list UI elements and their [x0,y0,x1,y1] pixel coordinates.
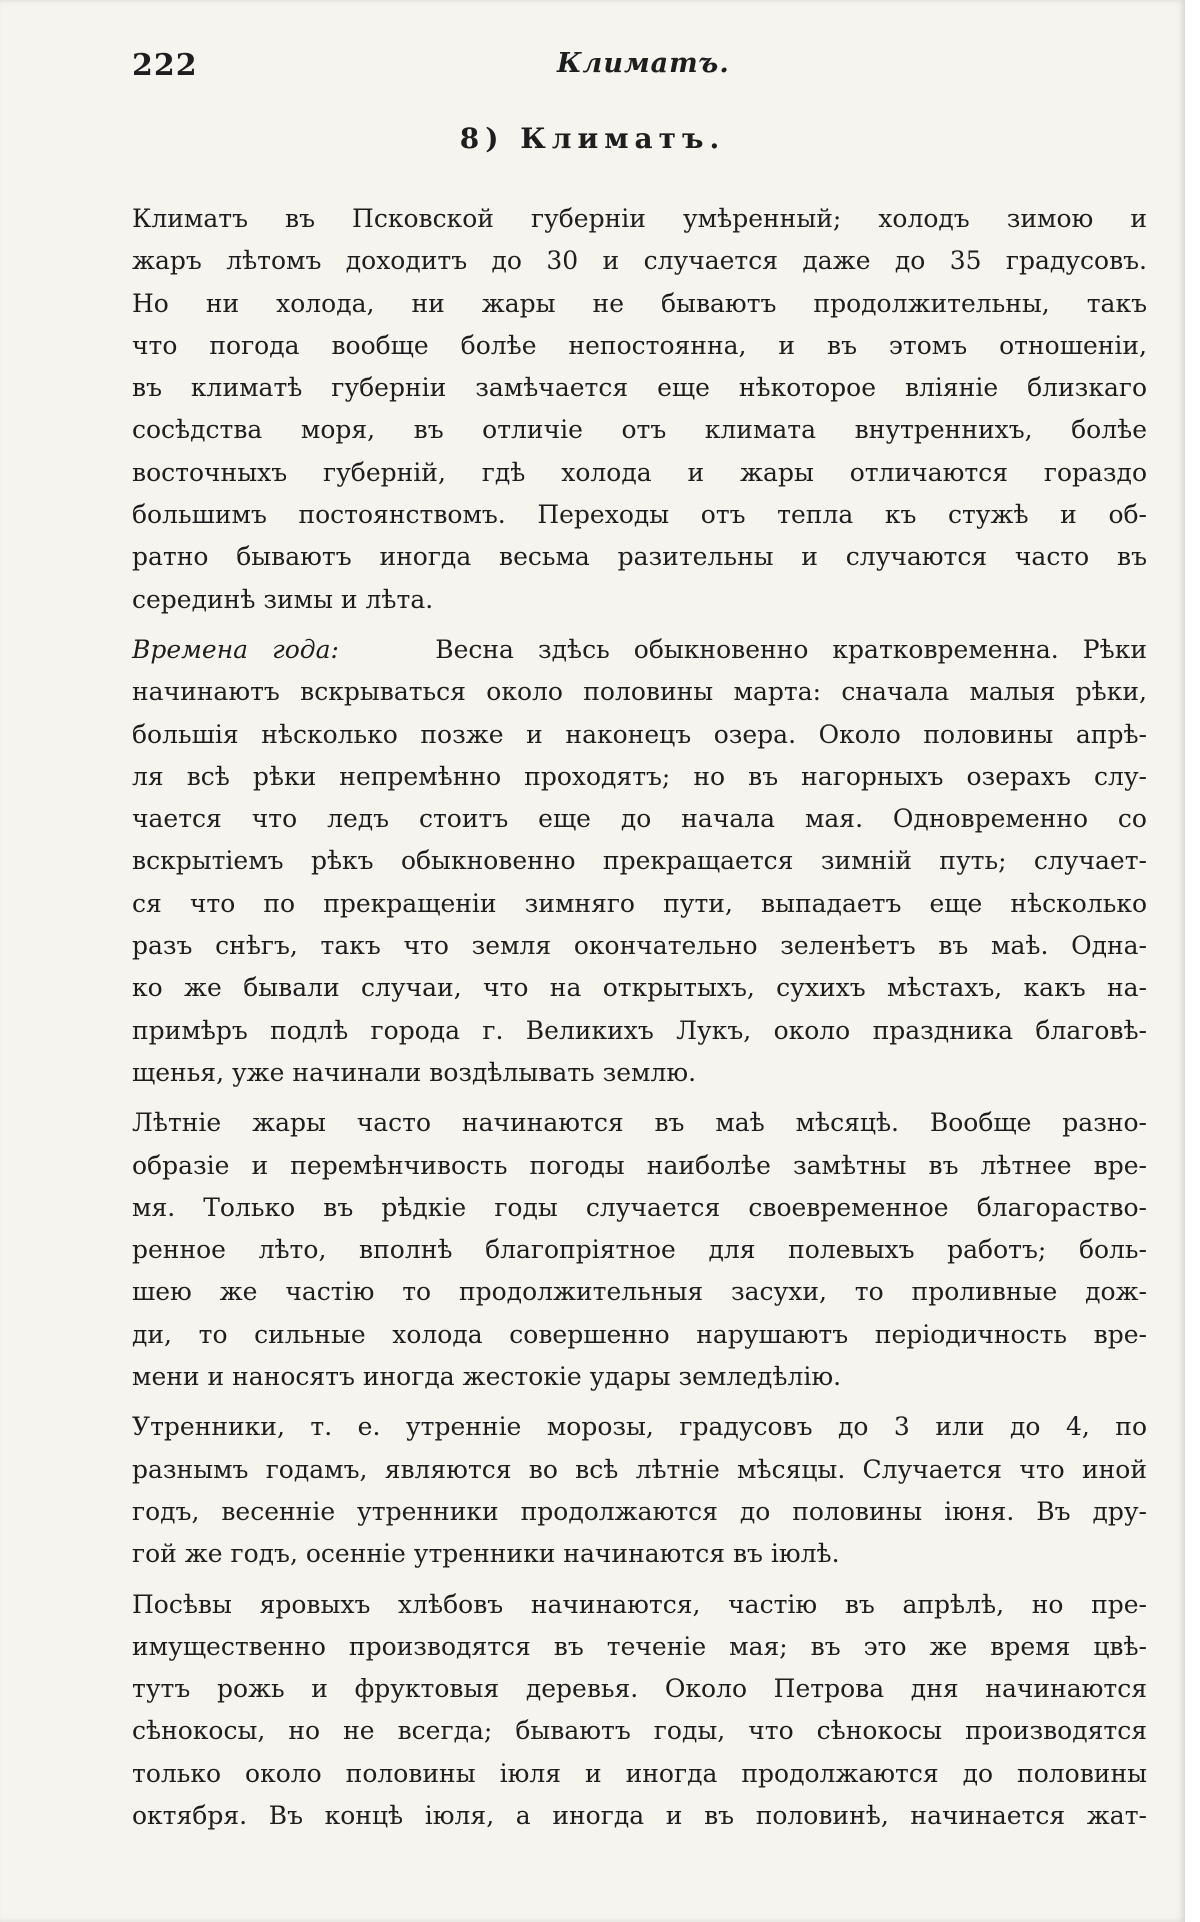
text-line: имущественно производятся въ теченіе мая; въ это же время цвѣ- [132,1631,1147,1661]
text-line: большія нѣсколько позже и наконецъ озера. Около половины апрѣ- [132,719,1147,749]
text-line: Климатъ въ Псковской губерніи умѣренный; холодъ зимою и [132,204,1147,233]
text-line: ренное лѣто, вполнѣ благопріятное для полевыхъ работъ; боль- [132,1235,1147,1265]
paragraph-lead: Времена года: [132,634,339,664]
body-text [132,198,1147,1837]
text-line: ко же бывали случаи, что на открытыхъ, сухихъ мѣстахъ, какъ на- [132,973,1147,1003]
paragraph [132,1102,1147,1398]
section-title: 8) Климатъ. [459,122,726,155]
text-line: вскрытіемъ рѣкъ обыкновенно прекращается зимній путь; случает- [132,846,1147,876]
text-line: шею же частію то продолжительныя засухи, то проливные дож- [132,1277,1147,1307]
text-line: примѣръ подлѣ города г. Великихъ Лукъ, около праздника благовѣ- [132,1015,1147,1045]
text-line: образіе и перемѣнчивость погоды наиболѣе замѣтны въ лѣтнее вре- [132,1150,1147,1180]
text-line: разнымъ годамъ, являются во всѣ лѣтніе мѣсяцы. Случается что иной [132,1454,1147,1484]
text-line: жаръ лѣтомъ доходитъ до 30 и случается даже до 35 градусовъ. [132,246,1147,276]
text-line: Но ни холода, ни жары не бываютъ продолжительны, такъ [132,288,1147,318]
paragraph [132,1406,1147,1575]
text-line: ся что по прекращеніи зимняго пути, выпадаетъ еще нѣсколько [132,888,1147,918]
text-line-rest: Весна здѣсь обыкновенно кратковременна. Рѣки [435,634,1147,664]
paragraph [132,629,1147,1094]
text-line: чается что ледъ стоитъ еще до начала мая. Одновременно со [132,804,1147,834]
text-line: годъ, весенніе утренники продолжаются до половины іюня. Въ дру- [132,1496,1147,1526]
text-line: начинаютъ вскрываться около половины марта: сначала малыя рѣки, [132,677,1147,707]
text-line: сѣнокосы, но не всегда; бываютъ годы, что сѣнокосы производятся [132,1716,1147,1746]
text-line: сосѣдства моря, въ отличіе отъ климата внутреннихъ, болѣе [132,415,1147,445]
text-line: только около половины іюля и иногда продолжаются до половины [132,1758,1147,1788]
text-line: восточныхъ губерній, гдѣ холода и жары отличаются гораздо [132,457,1147,487]
page-number: 222 [132,48,198,83]
text-line: въ климатѣ губерніи замѣчается еще нѣкоторое вліяніе близкаго [132,373,1147,403]
text-line: Лѣтніе жары часто начинаются въ маѣ мѣсяцѣ. Вообще разно- [132,1108,1147,1138]
text-line: разъ снѣгъ, такъ что земля окончательно зеленѣетъ въ маѣ. Одна- [132,931,1147,961]
text-line [132,629,1147,671]
text-line: Утренники, т. е. утренніе морозы, градусовъ до 3 или до 4, по [132,1412,1147,1442]
text-line: щенья, уже начинали воздѣлывать землю. [132,1057,697,1087]
running-head: Климатъ. [557,48,730,79]
text-line: тутъ рожь и фруктовыя деревья. Около Петрова дня начинаются [132,1674,1147,1704]
paragraph [132,198,1147,621]
text-line: ля всѣ рѣки непремѣнно проходятъ; но въ нагорныхъ озерахъ слу- [132,761,1147,791]
text-line: что погода вообще болѣе непостоянна, и въ этомъ отношеніи, [132,330,1147,360]
text-line: гой же годъ, осенніе утренники начинаются въ іюлѣ. [132,1539,840,1569]
text-line: большимъ постоянствомъ. Переходы отъ тепла къ стужѣ и об- [132,500,1147,530]
text-line: мя. Только въ рѣдкіе годы случается своевременное благораство- [132,1192,1147,1222]
text-line: мени и наносятъ иногда жестокіе удары земледѣлію. [132,1362,842,1392]
paragraph [132,1584,1147,1838]
text-line: серединѣ зимы и лѣта. [132,584,434,614]
text-line: Посѣвы яровыхъ хлѣбовъ начинаются, частію въ апрѣлѣ, но пре- [132,1589,1147,1619]
page-header [132,48,1147,88]
text-line: ди, то сильные холода совершенно нарушаютъ періодичность вре- [132,1319,1147,1349]
text-line: ратно бываютъ иногда весьма разительны и случаются часто въ [132,542,1147,572]
text-line: октября. Въ концѣ іюля, а иногда и въ половинѣ, начинается жат- [132,1800,1147,1830]
